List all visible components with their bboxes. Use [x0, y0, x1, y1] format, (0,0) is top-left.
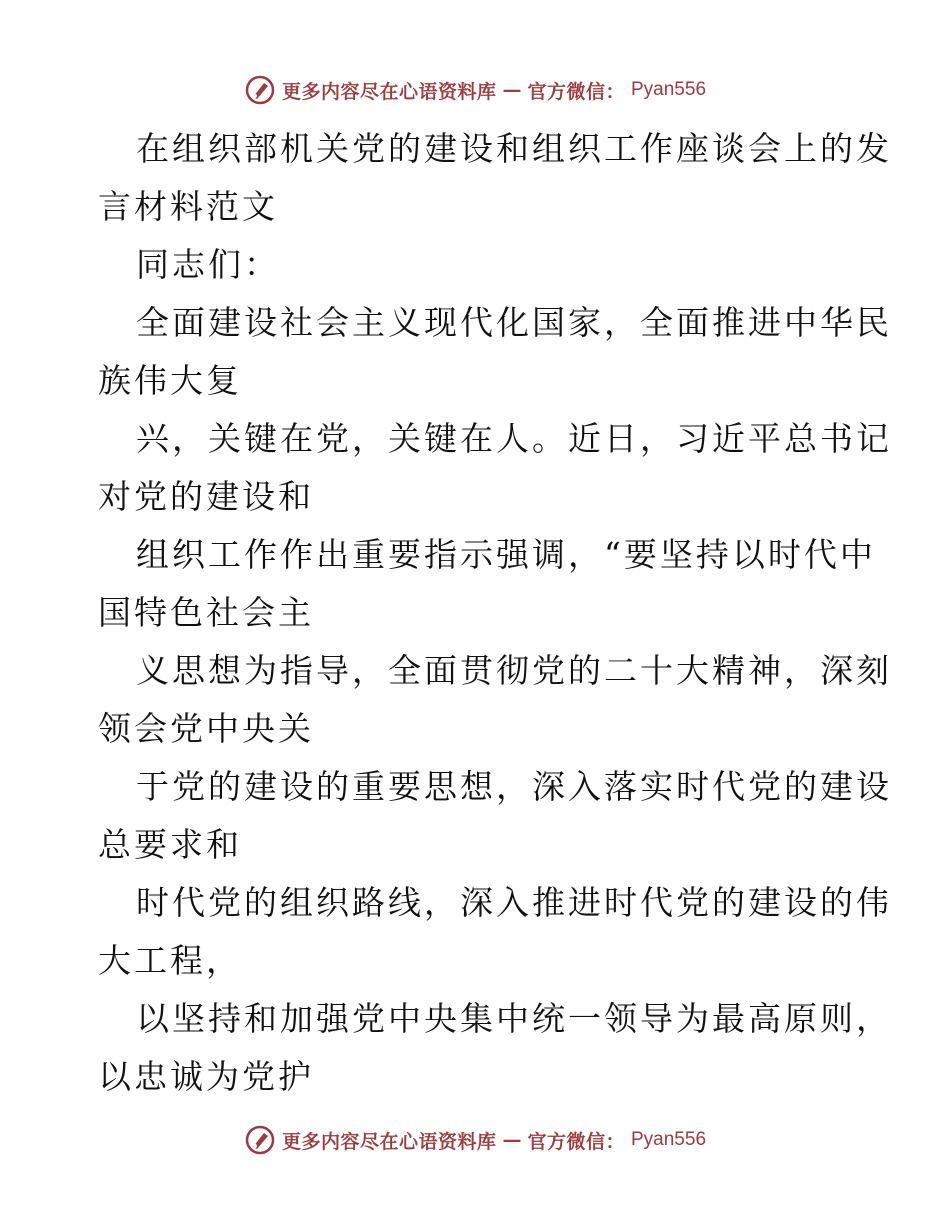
banner-wechat-id: Pyan556	[631, 79, 707, 100]
banner-site-name: 更多内容尽在心语资料库	[281, 1130, 497, 1153]
body-line: 全面建设社会主义现代化国家，全面推进中华民	[136, 303, 892, 342]
body-line: 时代党的组织路线，深入推进时代党的建设的伟	[136, 883, 892, 922]
body-line: 组织工作作出重要指示强调，“要坚持以时代中	[136, 535, 876, 574]
body-line: 国特色社会主	[98, 593, 314, 632]
body-line: 以忠诚为党护	[98, 1057, 314, 1096]
body-line: 族伟大复	[98, 361, 242, 400]
banner-site-name: 更多内容尽在心语资料库	[281, 80, 497, 103]
body-line: 领会党中央关	[98, 709, 314, 748]
banner-separator: —	[502, 79, 522, 101]
pen-nib-icon	[244, 1124, 276, 1156]
body-line: 以坚持和加强党中央集中统一领导为最高原则，	[136, 999, 892, 1038]
body-line: 义思想为指导，全面贯彻党的二十大精神，深刻	[136, 651, 892, 690]
document-body	[98, 120, 892, 1106]
body-line: 于党的建设的重要思想，深入落实时代党的建设	[136, 767, 892, 806]
body-line: 总要求和	[98, 825, 242, 864]
body-line: 大工程，	[98, 941, 242, 980]
document-title-line-1: 在组织部机关党的建设和组织工作座谈会上的发	[136, 129, 892, 168]
banner-wechat-label: 官方微信：	[527, 1130, 625, 1153]
header-banner	[0, 70, 950, 110]
footer-banner	[0, 1120, 950, 1160]
banner-separator: —	[502, 1129, 522, 1151]
banner-wechat-id: Pyan556	[631, 1129, 707, 1150]
pen-nib-icon	[244, 74, 276, 106]
banner-wechat-label: 官方微信：	[527, 80, 625, 103]
body-line: 对党的建设和	[98, 477, 314, 516]
document-title-line-2: 言材料范文	[98, 187, 278, 226]
salutation: 同志们：	[136, 245, 280, 284]
body-line: 兴，关键在党，关键在人。近日，习近平总书记	[136, 419, 892, 458]
